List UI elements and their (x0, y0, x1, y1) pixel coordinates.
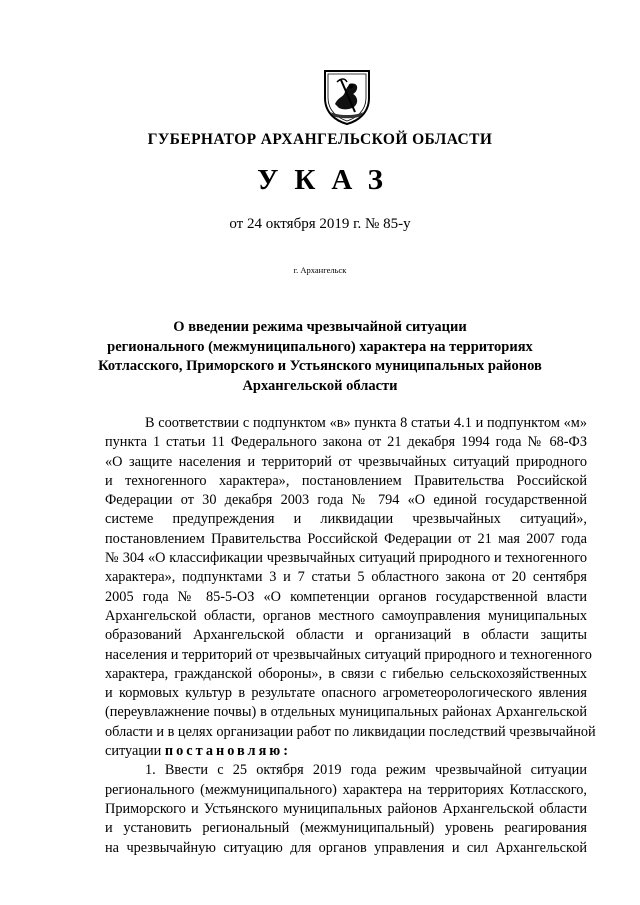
document-type: УКАЗ (257, 164, 399, 196)
body-line: 1. Ввести с 25 октября 2019 года режим чрезвычайной ситуации (145, 762, 587, 779)
body-line: на чрезвычайную ситуацию для органов управления и сил Архангельской (105, 839, 587, 856)
body-line: и установить региональный (межмуниципальный) уровень реагирования (105, 820, 587, 837)
decree-title (80, 318, 560, 396)
body-line: Архангельской области, органов местного самоуправления муниципальных (105, 607, 587, 624)
resolution-line (105, 742, 587, 761)
body-line: № 304 «О классификации чрезвычайных ситуаций природного и техногенного (105, 550, 587, 567)
body-line: регионального (межмуниципального) характера на территориях Котласского, (105, 781, 587, 798)
decree-body (105, 414, 596, 858)
body-line: области и в целях организации работ по ликвидации последствий чрезвычайной (105, 723, 596, 740)
body-line: характера», подпунктами 3 и 7 статьи 5 областного закона от 20 сентября (105, 569, 587, 586)
issuing-authority: ГУБЕРНАТОР АРХАНГЕЛЬСКОЙ ОБЛАСТИ (147, 131, 493, 148)
coat-of-arms-emblem (321, 68, 373, 126)
title-line: Архангельской области (242, 377, 398, 394)
title-line: О введении режима чрезвычайной ситуации (173, 319, 467, 335)
resolution-word: постановляю: (164, 743, 291, 760)
body-line: «О защите населения и территорий от чрезвычайных ситуаций природного (105, 453, 587, 470)
body-line: системе предупреждения и ликвидации чрезвычайных ситуаций», (105, 511, 587, 528)
body-line: 2005 года № 85-5-ОЗ «О компетенции органов государственной власти (105, 588, 587, 605)
title-line: регионального (межмуниципального) характера на территориях (107, 338, 533, 355)
document-date-number: от 24 октября 2019 г. № 85-у (229, 216, 411, 232)
body-line: образований Архангельской области и организаций в области защиты (105, 627, 587, 644)
document-city: г. Архангельск (293, 265, 347, 275)
body-line: и техногенного характера», постановлением Правительства Российской (105, 472, 587, 489)
body-line: постановлением Правительства Российской Федерации от 21 мая 2007 года (105, 530, 587, 547)
body-line: характера, гражданской обороны», в связи с гибелью сельскохозяйственных (105, 665, 587, 682)
body-line: пункта 1 статьи 11 Федерального закона от 21 декабря 1994 года № 68-ФЗ (105, 434, 587, 451)
body-line: В соответствии с подпунктом «в» пункта 8 статьи 4.1 и подпунктом «м» (145, 415, 587, 431)
title-line: Котласского, Приморского и Устьянского муниципальных районов (98, 358, 542, 374)
body-line: (переувлажнение почвы) в отдельных муниципальных районах Архангельской (105, 704, 587, 721)
body-line: Федерации от 30 декабря 2003 года № 794 «О единой государственной (105, 492, 587, 509)
body-line: и кормовых культур в результате опасного агрометеорологического явления (105, 685, 587, 702)
body-line: Приморского и Устьянского муниципальных районов Архангельской области (105, 800, 587, 817)
resolution-prefix: ситуации (105, 743, 162, 760)
body-line: населения и территорий от чрезвычайных ситуаций природного и техногенного (105, 646, 592, 663)
